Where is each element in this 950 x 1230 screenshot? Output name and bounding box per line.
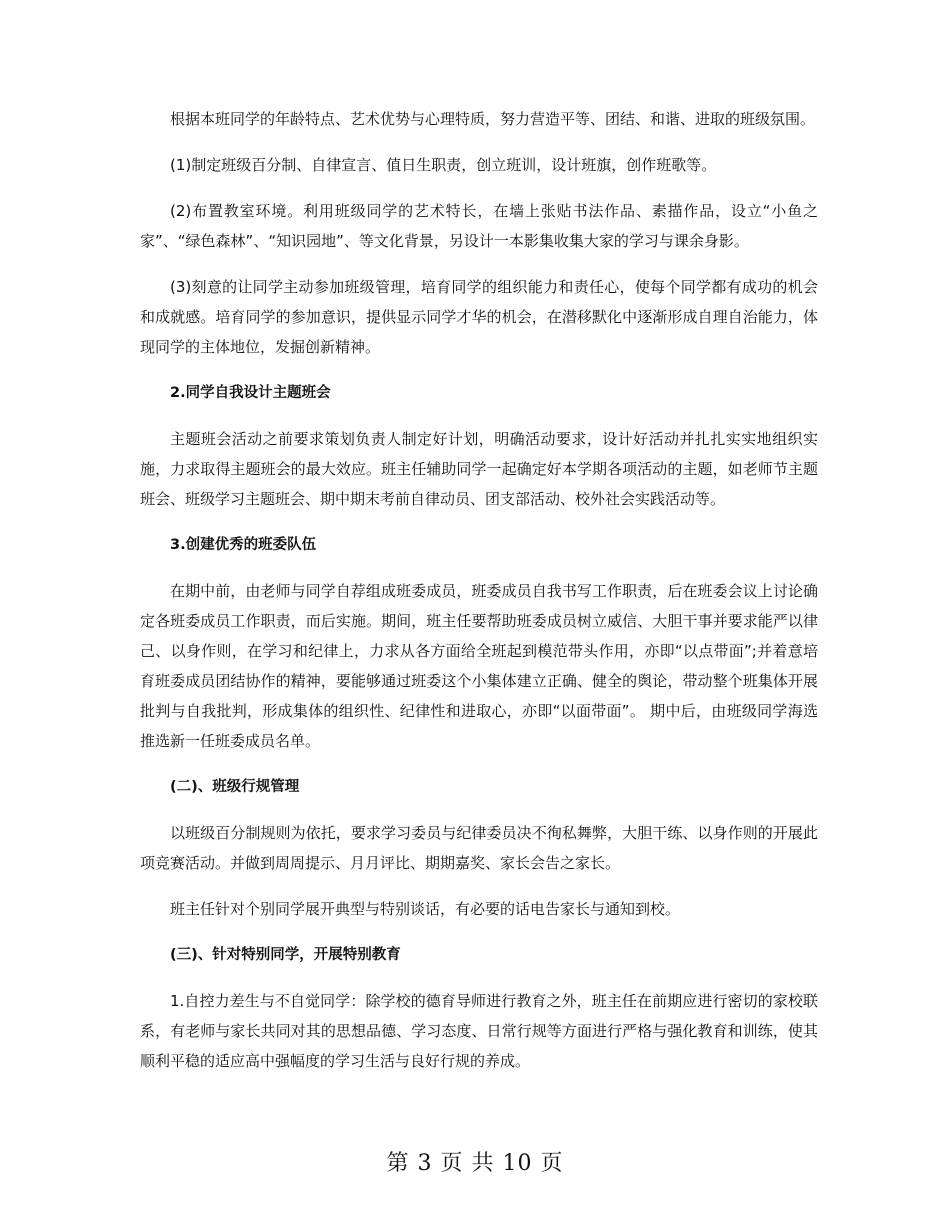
paragraph-theme-meeting: 主题班会活动之前要求策划负责人制定好计划，明确活动要求，设计好活动并扎扎实实地组织实施，力求取得主题班会的最大效应。班主任辅助同学一起确定好本学期各项活动的主题，如老师节主题班会、班级学习主题班会、期中期末考前自律动员、团支部活动、校外社会实践活动等。 — [140, 430, 818, 508]
paragraph-item-3: (3)刻意的让同学主动参加班级管理，培育同学的组织能力和责任心，使每个同学都有成功的机会和成就感。培育同学的参加意识，提供显示同学才华的机会，在潜移默化中逐渐形成自理自治能力，体现同学的主体地位，发掘创新精神。 — [140, 278, 818, 356]
document-body — [140, 104, 818, 1092]
section-heading-class-rules: (二)、班级行规管理 — [170, 779, 300, 795]
paragraph-item-2: (2)布置教室环境。利用班级同学的艺术特长，在墙上张贴书法作品、素描作品，设立“小鱼之家”、“绿色森林”、“知识园地”、等文化背景，另设计一本影集收集大家的学习与课余身影。 — [140, 202, 818, 250]
section-heading-class-committee: 3.创建优秀的班委队伍 — [170, 537, 317, 553]
section-heading-theme-meeting: 2.同学自我设计主题班会 — [170, 385, 331, 401]
paragraph-special-education: 1.自控力差生与不自觉同学：除学校的德育导师进行教育之外，班主任在前期应进行密切的家校联系，有老师与家长共同对其的思想品德、学习态度、日常行规等方面进行严格与强化教育和训练，使其顺利平稳的适应高中强幅度的学习生活与良好行规的养成。 — [140, 992, 818, 1070]
paragraph-item-1: (1)制定班级百分制、自律宣言、值日生职责，创立班训，设计班旗，创作班歌等。 — [170, 156, 717, 174]
paragraph-class-committee: 在期中前，由老师与同学自荐组成班委成员，班委成员自我书写工作职责，后在班委会议上讨论确定各班委成员工作职责，而后实施。期间，班主任要帮助班委成员树立威信、大胆干事并要求能严以律己、以身作则，在学习和纪律上，力求从各方面给全班起到模范带头作用，亦即“以点带面”;并着意培育班委成员团结协作的精神，要能够通过班委这个小集体建立正确、健全的舆论，带动整个班集体开展批判与自我批判，形成集体的组织性、纪律性和进取心，亦即“以面带面”。 期中后，由班级同学海选推选新一任班委成员名单。 — [140, 582, 818, 750]
section-heading-special-education: (三)、针对特别同学，开展特别教育 — [170, 947, 401, 963]
paragraph-class-rules: 以班级百分制规则为依托，要求学习委员与纪律委员决不徇私舞弊，大胆干练、以身作则的开展此项竞赛活动。并做到周周提示、月月评比、期期嘉奖、家长会告之家长。 — [140, 824, 818, 872]
paragraph-individual-talks: 班主任针对个别同学展开典型与特别谈话，有必要的话电告家长与通知到校。 — [170, 900, 681, 918]
page-number-footer: 第 3 页 共 10 页 — [386, 1151, 564, 1176]
paragraph-class-atmosphere: 根据本班同学的年龄特点、艺术优势与心理特质，努力营造平等、团结、和谐、进取的班级氛围。 — [170, 110, 816, 128]
